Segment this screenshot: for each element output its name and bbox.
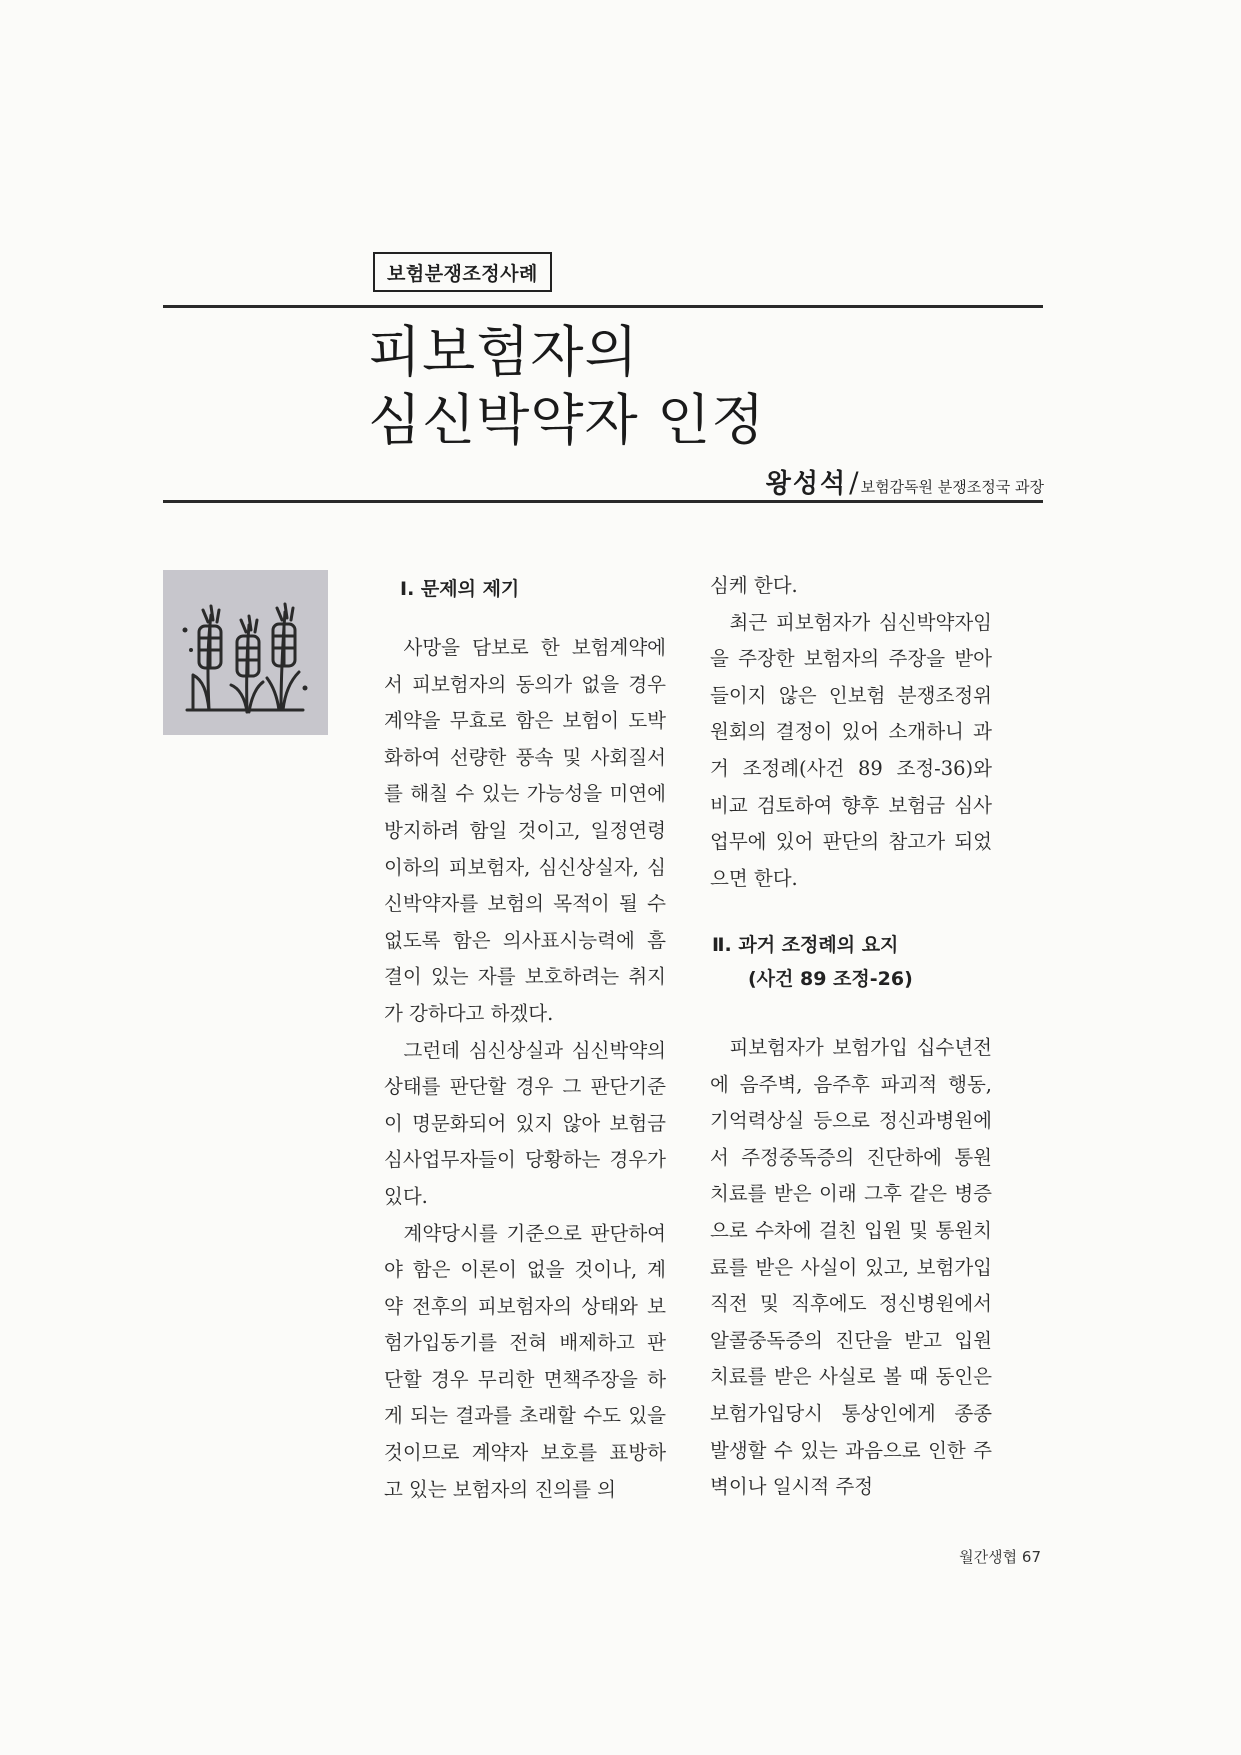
section1-body <box>384 630 666 1508</box>
author-line <box>766 463 1044 500</box>
bottom-rule <box>163 500 1043 503</box>
paragraph: 최근 피보험자가 심신박약자임을 주장한 보험자의 주장을 받아들이지 않은 인보험 분쟁조정위원회의 결정이 있어 소개하니 과거 조정례(사건 89 조정-36)와 비교 검토하여 향후 보험금 심사업무에 있어 판단의 참고가 되었으면 한다. <box>710 610 992 890</box>
section2-body <box>710 1030 992 1506</box>
author-affiliation: 보험감독원 분쟁조정국 과장 <box>860 478 1044 496</box>
author-name: 왕성석 <box>765 469 848 499</box>
section2-heading <box>712 928 913 996</box>
section2-heading-line2: (사건 89 조정-26) <box>748 968 913 990</box>
section2-heading-line1: Ⅱ. 과거 조정례의 요지 <box>712 934 899 956</box>
title-line-1: 피보험자의 <box>368 320 639 384</box>
paragraph: 그런데 심신상실과 심신박약의 상태를 판단할 경우 그 판단기준이 명문화되어 있지 않아 보험금 심사업무자들이 당황하는 경우가 있다. <box>384 1038 666 1208</box>
top-rule <box>163 305 1043 308</box>
title-line-2: 심신박약자 인정 <box>368 388 766 452</box>
wheat-stalks-icon <box>163 570 328 735</box>
article-title <box>368 318 765 454</box>
author-slash: / <box>849 466 859 499</box>
section-tag: 보험분쟁조정사례 <box>373 252 552 292</box>
section1-heading: Ⅰ. 문제의 제기 <box>400 578 520 600</box>
section1-continuation <box>710 568 992 897</box>
page-footer: 월간생협 67 <box>959 1548 1041 1566</box>
paragraph: 심케 한다. <box>710 574 798 597</box>
paragraph: 사망을 담보로 한 보험계약에서 피보험자의 동의가 없을 경우 계약을 무효로 함은 보험이 도박화하여 선량한 풍속 및 사회질서를 해칠 수 있는 가능성을 미연에 방지하려 함일 것이고, 일정연령 이하의 피보험자, 심신상실자, 심신박약자를 보험의 목적이 될 수 없도록 함은 의사표시능력에 흠결이 있는 자를 보호하려는 취지가 강하다고 하겠다. <box>384 636 666 1025</box>
paragraph: 피보험자가 보험가입 십수년전에 음주벽, 음주후 파괴적 행동, 기억력상실 등으로 정신과병원에서 주정중독증의 진단하에 통원치료를 받은 이래 그후 같은 병증으로 수차에 걸친 입원 및 통원치료를 받은 사실이 있고, 보험가입 직전 및 직후에도 정신병원에서 알콜중독증의 진단을 받고 입원치료를 받은 사실로 볼 때 동인은 보험가입당시 통상인에게 종종 발생할 수 있는 과음으로 인한 주벽이나 일시적 주정 <box>710 1036 992 1499</box>
paragraph: 계약당시를 기준으로 판단하여야 함은 이론이 없을 것이나, 계약 전후의 피보험자의 상태와 보험가입동기를 전혀 배제하고 판단할 경우 무리한 면책주장을 하게 되는 결과를 초래할 수도 있을 것이므로 계약자 보호를 표방하고 있는 보험자의 진의를 의 <box>384 1221 666 1501</box>
